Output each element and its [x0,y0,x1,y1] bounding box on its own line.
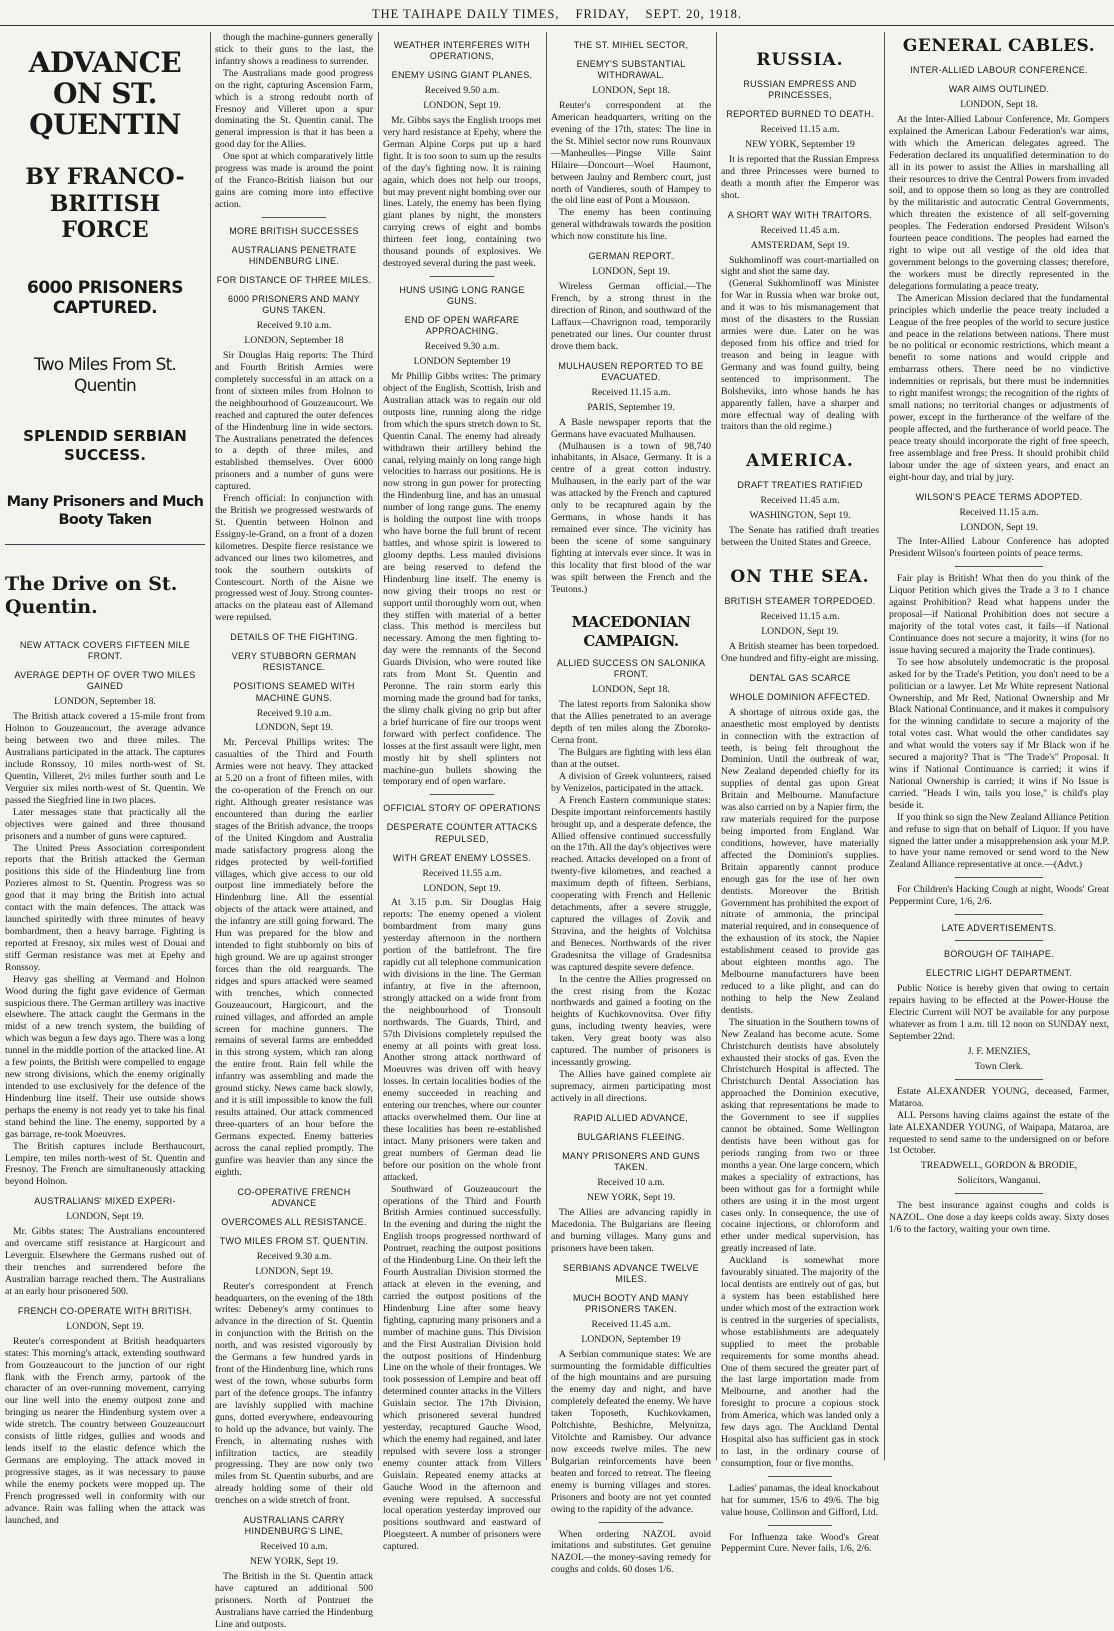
subhead: POSITIONS SEAMED WITH MACHINE GUNS. [233,681,355,703]
dateline: LONDON, Sept 19. [592,266,670,278]
dateline: LONDON, September 18 [244,335,344,347]
subhead: MUCH BOOTY AND MANY PRISONERS TAKEN. [572,1292,690,1314]
subhead: SERBIANS ADVANCE TWELVE MILES. [563,1262,699,1284]
advertisement: The best insurance against coughs and colds is NAZOL. One dose a day keeps colds away. Sixty doses 1/6 to the factory, waiting your own time. [889,1200,1109,1236]
paragraph: A division of Greek volunteers, raised by Venizelos, participated in the attack. [551,770,711,794]
subhead: BRITISH STEAMER TORPEDOED. [724,595,876,606]
dateline: LONDON, Sept 19. [761,625,839,637]
advertisement: For Influenza take Wood's Great Peppermint Cure. Never fails, 1/6, 2/6. [721,1531,879,1555]
dateline: LONDON, Sept 18. [592,85,670,97]
headline-deck-5: Many Prisoners and Much Booty Taken [6,494,204,528]
subhead: AUSTRALIANS PENETRATE HINDENBURG LINE. [231,244,357,266]
subhead: TWO MILES FROM ST. QUENTIN. [219,1235,369,1246]
dateline: LONDON, September 18. [54,696,156,708]
subhead: MORE BRITISH SUCCESSES [229,225,359,236]
dateline: LONDON, Sept 19. [423,100,501,112]
received-time: Received 11.15 a.m. [959,506,1039,518]
paragraph: Mr. Gibbs states: The Australians encountered and overcame stiff resistance at Hargicourt and Leverguir. Elsewhere the Germans rushed out of their trenches and surrendered before the Australian barrage reached them. The Australians at an early hour prisonered 500. [5,1226,205,1297]
column-2 [210,32,378,1630]
article-title: The Drive on St. Quentin. [5,572,178,619]
masthead-date: SEPT. 20, 1918. [645,7,742,21]
dateline: NEW YORK, September 19 [745,139,855,151]
subhead: DRAFT TREATIES RATIFIED [737,480,863,491]
dateline: NEW YORK, Sept 19. [587,1191,675,1203]
dateline: WASHINGTON, Sept 19. [749,510,851,522]
paragraph: ALL Persons having claims against the estate of the late ALEXANDER YOUNG, of Waipapa, Mataroa, are requested to send same to the undersigned on or before 1st October. [889,1109,1109,1157]
paragraph: In the centre the Allies progressed on the crest rising from the Kozac northwards and gained a footing on the heights of Kuchkovnovitsa. Over fifty guns, including twenty heavies, were taken. Very great booty was also captured. The number of prisoners is incessantly growing. [551,973,711,1069]
received-time: Received 9.10 a.m. [256,707,332,719]
paragraph: Estate ALEXANDER YOUNG, deceased, Farmer, Mataroa. [889,1085,1109,1109]
masthead-day: FRIDAY, [575,7,630,21]
paragraph: Mr Phillip Gibbs writes: The primary object of the English, Scottish, Irish and Australian attack was to regain our old outposts line, running along the ridge from which the spurs stretch down to St. Quentin Canal. The enemy had already withdrawn their artillery behind the canal, relying mainly on long range high velocities to harrass our positions. He is now strong in gun power for protecting the Hindenburg line, and has an unusual number of long range guns. The enemy is holding the outpost line with troops who have borne the full brunt of recent battles, and whose spirit is lowered to gloomy depths. Less mauled divisions are being reserved to defend the Hindenburg line itself. The enemy is now giving their troops no rest or support until thoroughly worn out, when they stiffen with material of a better class. This method is merciless but necessary. Among the men fighting to-day were the remnants of the Second Guards Division, who were routed like rats from Mont St. Quentin and Peronne. The rain storm early this morning made the ground bad for tanks, the slimy chalk giving no grip but after a brief hurricane of fire our troops went forward with perfect confidence. The losses at the first assault were light, men mostly hit by shell splinters not machine-gun bullets showing the temporary end of open warfare. [383,371,541,788]
paragraph: The Bulgars are fighting with less élan than at the outset. [551,747,711,771]
subhead: RUSSIAN EMPRESS AND PRINCESSES, [743,78,857,100]
paragraph: Heavy gas shelling at Vermand and Holnon Wood during the fight gave evidence of German suspicious there. The German artillery was inactive elsewhere. The attack caught the Germans in the midst of a new trench system, the building of which was begun a few days ago. There was a long tunnel in the middle portion of the attacked line. At a few points, the British were compelled to engage new strong divisions, which the enemy originally intended to use exclusively for the defence of the Hindenburg line itself. Their use outside shows perhaps the enemy is not ready yet to take his final stand behind the line. The enemy, supported by a gas barrage, re-took Moeuvres. [5,973,205,1140]
column-6 [884,32,1114,1460]
paragraph: To see how absolutely undemocratic is the proposal asked for by the Trade's Petition, you don't need to be a politician or a lawyer. Let Mr White represent National Ownership, and Mr Red, National Ownership and Mr Black National Continuance, and it makes it compulsory for the winning candidate to secure a majority of the total votes cast. What would the other candidates say and what would the voters say if Mr Black won if he secured a majority? That is "The Trade's" Proposal. It wins if National Continuance is carried; it wins if National Ownership is carried; it wins if No Issue is carried. "Heads I win, tails you lose," is child's play beside it. [889,656,1109,811]
subhead: DESPERATE COUNTER ATTACKS REPULSED, [386,822,538,844]
paragraph: The British in the St. Quentin attack have captured an additional 500 prisoners. North of Pontruet the Australians have carried the Hindenburg Line and outposts. [215,1571,373,1630]
section-title: GENERAL CABLES. [902,36,1096,56]
section-title: AMERICA. [746,451,854,472]
divider [955,1079,1043,1080]
subhead: OVERCOMES ALL RESISTANCE. [221,1216,367,1227]
paragraph: (Mulhausen is a town of 98,740 inhabitants, in Alsace, Germany. It is a centre of a great cotton industry. Mulhausen, in the early part of the war was attacked by the French and captured only to be recaptured again by the Germans, in whose hands it has remained ever since. The vicinity has been the scene of some sanguinary fighting at intervals ever since. It was in this locality that first blood of the war was spilt between the French and the Teutons.) [551,440,711,595]
masthead [0,0,1114,26]
column-4 [546,32,716,1576]
paragraph: If you think so sign the New Zealand Alliance Petition and refuse to sign that on behalf of Liquor. If you have signed the latter under a misapprehension ask your M.P. to have your name removed or send word to the New Zealand Alliance representative at once.—(Advt.) [889,811,1109,871]
subhead: BULGARIANS FLEEING. [577,1131,685,1142]
divider [262,217,325,218]
paragraph: The British attack covered a 15-mile front from Holnon to Gouzeaucourt, the average advance being between two and three miles. The Australians participated in the attack. The captures include Ronssoy, 10 miles north-west of St. Quentin, Villeret, 2½ miles further south and Le Verguier six miles north-west of St. Quentin. We passed the Siegfried line in two places. [5,711,205,806]
paragraph: At the Inter-Allied Labour Conference, Mr. Gompers explained the American Labour Federation's war aims, with which the American delegates agreed. The Federation declared its unqualified determination to do all in its power to assist the Allies in marshalling all their resources to drive the Central Powers from invaded soil, and to oppose them so long as they are controlled by the militaristic and autocratic Central Governments, which threaten the existence of all self-governing peoples. The Federation endorsed President Wilson's fourteen peace conditions. The peoples had earned the right to wipe out all vestige of the old idea that government belongs to the governing classes; therefore, the workers must be directly represented in the delegations formulating a peace treaty. [889,113,1109,292]
paragraph: The latest reports from Salonika show that the Allies penetrated to an average depth of ten miles along the Zboroko-Cerna front. [551,699,711,747]
subhead: ENEMY'S SUBSTANTIAL WITHDRAWAL. [576,59,686,81]
divider [768,1476,831,1477]
divider [955,940,1043,941]
paragraph: A French Eastern communique states: Despite important reinforcements hastily brought up, and a desperate defence, the Allied offensive continued successfully on the 17th. All the day's objectives were reached. Attacks developed on a front of twenty-five kilometres, and reached a maximum depth of fifteen. Serbians, cooperating with French and Hellenic detachments, after a severe struggle, captured the villages of Zovik and Stravina, and the heights of Volchitsa and Beneces. Northwards of the river Gradesnitsa the village of Gradesnitsa was captured despite severe defence. [551,794,711,973]
subhead: MANY PRISONERS AND GUNS TAKEN. [562,1150,700,1172]
column-3 [378,32,546,1553]
subhead: WHOLE DOMINION AFFECTED. [729,691,871,702]
subhead: BOROUGH OF TAIHAPE. [944,949,1054,960]
subhead: ALLIED SUCCESS ON SALONIKA FRONT. [556,658,706,680]
received-time: Received 11.45 a.m. [760,224,840,236]
received-time: Received 11.45 a.m. [591,1318,671,1330]
subhead: VERY STUBBORN GERMAN RESISTANCE. [231,651,357,673]
advertisement: Ladies' panamas, the ideal knockabout hat for summer, 15/6 to 49/6. The big value house, Collinson and Gifford, Ltd. [721,1482,879,1518]
subhead: AUSTRALIANS CARRY HINDENBURG'S LINE, [243,1515,345,1537]
headline-deck-4: SPLENDID SERBIAN SUCCESS. [23,427,187,464]
paragraph: The situation in the Southern towns of New Zealand has become acute. Some Christchurch dentists have absolutely exhausted their stocks of gas. Even the Christchurch Hospital is affected. The Christchurch Dental Association has approached the Dominion executive, asking that representations be made to the Government to see if supplies cannot be obtained. Some Wellington dentists have been without gas for periods ranging from two or three months a year. One large concern, which makes a speciality of extractions, has been without gas for a fortnight while others are using it in the most urgent cases only. In consequence, the use of cocaine injections, or chloroform and ether under medical supervision, has greatly increased of late. [721,1016,879,1255]
dateline: PARIS, September 19. [587,401,675,413]
received-time: Received 10 a.m. [597,1177,665,1188]
received-time: Received 9.30 a.m. [256,1250,332,1262]
paragraph: The United Press Association correspondent reports that the British attacked the German positions this side of the Hindenburg line from Pozieres almost to St. Quentin. Progress was so good that it may bring the British into actual contact with the main defences. The attack was launched spiritedly with three minutes of heavy bombardment, then a heavy barrage. Fighting is reported at Fresnoy, six miles west of Douai and stiff German resistance was met at Epehy and Ronssoy. [5,842,205,973]
subhead: CO-OPERATIVE FRENCH ADVANCE [237,1186,351,1208]
received-time: Received 11.45 a.m. [760,495,840,507]
paragraph: Sir Douglas Haig reports: The Third and Fourth British Armies were completely successful in an attack on a front of sixteen miles from Holnon to the neighbourhood of Gouzeaucourt. We reached and captured the outer defences of the Hindenburg line in wide sectors. The Australians penetrated the defences to a depth of three miles, and established themselves. Over 6000 prisoners and a number of guns were captured. [215,350,373,493]
headline-deck-3: Two Miles From St. Quentin [33,355,177,397]
paragraph: The Allies are advancing rapidly in Macedonia. The Bulgarians are fleeing and burning villages. Many guns and prisoners have been taken. [551,1206,711,1254]
section-title: MACEDONIAN CAMPAIGN. [571,613,691,650]
paragraph: A British steamer has been torpedoed. One hundred and fifty-eight are missing. [721,640,879,664]
received-time: Received 10 a.m. [260,1541,328,1553]
column-1 [0,32,210,1526]
advertisement: When ordering NAZOL avoid imitations and substitutes. Get genuine NAZOL—the money-saving remedy for coughs and colds. 60 doses 1/6. [551,1528,711,1576]
section-title: ON THE SEA. [730,567,870,588]
divider [955,914,1043,915]
paragraph: A Basle newspaper reports that the Germans have evacuated Mulhausen. [551,416,711,440]
paragraph: The Australians made good progress on the right, capturing Ascension Farm, which is a strong redoubt north of Fresnoy and Villeret upon a spur dominating the St. Quentin canal. The general impression is that it has been a good day for the Allies. [215,67,373,151]
paragraph: Sukhomlinoff was court-martialled on sight and shot the same day. [721,254,879,278]
subhead: NEW ATTACK COVERS FIFTEEN MILE FRONT. [19,640,191,662]
dateline: LONDON, Sept 18. [960,99,1038,111]
signature: TREADWELL, GORDON & BRODIE, [920,1160,1078,1172]
subhead: 6000 PRISONERS AND MANY GUNS TAKEN. [228,294,360,316]
paper-name: THE TAIHAPE DAILY TIMES, [371,7,560,21]
subhead: DETAILS OF THE FIGHTING. [230,632,358,643]
paragraph: A shortage of nitrous oxide gas, the anaesthetic most employed by dentists in connection with the extraction of teeth, is being felt throughout the Dominion. Until the outbreak of war, New Zealand depended chiefly for its supplies of dental gas upon Great Britain and Melbourne. Manufacture was also carried on by a Napier firm, the raw materials required for the purpose being imported from England. War conditions, however, have materially affected the Dominion's supplies. Britain apparently cannot produce enough gas for the use of her own dentists. Moreover the British Government has prohibited the export of nitrate of ammonia, the principal material required, and in consequence of the exhaustion of its stock, the Napier establishment ceased to provide gas about eighteen months ago. The Melbourne manufacturers have been reduced to a like plight, and can do nothing to help the New Zealand dentists. [721,706,879,1016]
received-time: Received 11.15 a.m. [591,386,671,398]
paragraph: The enemy has been continuing general withdrawals towards the position which now constitute his line. [551,207,711,243]
subhead: A SHORT WAY WITH TRAITORS. [727,209,873,220]
headline-deck-1: BY FRANCO-BRITISH FORCE [25,164,185,244]
subhead: WEATHER INTERFERES WITH OPERATIONS, [393,40,531,62]
headline-deck-2: 6000 PRISONERS CAPTURED. [27,277,183,319]
paragraph: French official: In conjunction with the British we progressed westwards of St. Quentin between Holnon and Essigny-le-Grand, on a front of a dozen kilometres. Despite fierce resistance we advanced our lines two kilometres, and took the southern outskirts of Contescourt. North of the Aisne we progressed west of Jouy. Strong counter-attacks on the plateau east of Allemand were repulsed. [215,493,373,624]
subhead: WAR AIMS OUTLINED. [948,83,1050,94]
section-title: RUSSIA. [756,50,844,70]
paragraph: Mr. Perceval Phillips writes: The casualties of the Third and Fourth Armies were not heavy. They attacked at 5.20 on a front of fifteen miles, with the co-operation of the French on our right. Although greater resistance was encountered than during the earlier stages of the British advance, the troops of the United Kingdom and Australia made satisfactory progress along the ridges protected by well-fortified villages, which give access to our old outpost line immediately before the Hindenburg line. All the essential objects of the attack were attained, and the infantry are still going forward. The Hun was prepared for the blow and intended to fight stubbornly on bits of high ground. We are up against stronger forces than the old rearguards. The ridges and spurs attacked were seamed with trenches, which connected Gouzeaucourt, Hargicourt, and the ruined villages, and afforded an ample screen for machine gunners. The remains of several farms are embedded in this strong system, which ran along the entire front. Rain fell while the infantry was assembling and made the ground sticky. News came back slowly, and it is still impossible to know the full results attained. Our attack commenced three-quarters of an hour before the Germans expected. Enemy batteries across the canal replied promptly. The gunfire was heavier than any since the eighth. [215,737,373,1178]
divider [768,1525,831,1526]
subhead: DENTAL GAS SCARCE [749,672,851,683]
paragraph: Auckland is somewhat more favourably situated. The majority of the local dentists are entirely out of gas, but a system has been established here under which most of the extraction work is centred in the surgeries of specialists, whose establishments are adequately supplied to meet the probable requirements for some months ahead. One of them secured the greater part of the last large importation made from Melbourne, and another had the foresight to procure a copious stock from America, which was landed only a few days ago. The Auckland Dental Hospital also has sufficient gas in stock to last, in the ordinary course of consumption, four or five months. [721,1255,879,1469]
dateline: LONDON, September 19 [581,1333,681,1345]
subhead: FRENCH CO-OPERATE WITH BRITISH. [17,1305,193,1316]
received-time: Received 11.55 a.m. [422,867,502,879]
dateline: LONDON, Sept 19. [255,722,333,734]
divider [430,276,493,277]
paragraph: Southward of Gouzeaucourt the operations of the Third and Fourth British Armies continued successfully. In the evening and during the night the English troops progressed northward of Pontruet, reaching the outpost positions of the Hindenburg Line. On their left the Fourth Australian Division stormed the attack at eleven in the evening, and carried the outpost positions of the Hindenburg Line after some heavy fighting, capturing many prisoners and a number of machine guns. This Division and the First Australian Division hold the outpost positions of Hindenburg Line on the whole of their frontages. We took possession of Lempire and beat off determined counter attacks in the Villers Guislain sector. The 17th Division, which prisonered several hundred yesterday, recaptured Gauche Wood, which the enemy had regained, and later repulsed with severe loss a stronger enemy counter attack from Villers Guislain. Repeated enemy attacks at Gauche Wood in the afternoon and evening were repulsed. A successful local operation yesterday improved our positions southward and eastward of Ploegsteert. A number of prisoners were captured. [383,1183,541,1553]
dateline: LONDON, Sept 19. [66,1320,144,1332]
divider [955,877,1043,878]
paragraph: At 3.15 p.m. Sir Douglas Haig reports: The enemy opened a violent bombardment from many guns yesterday afternoon in the northern portion of the battlefront. The fire rapidly cut all telephone communication with divisions in the line. The German infantry, at five in the afternoon, strongly attacked on a wide front from the neighbourhood of Tronsoult northwards. The Guards, Third, and 57th Divisions completely repulsed the enemy at all points with great loss. Another strong attack northward of Moeuvres was driven off with heavy losses. In certain localities bodies of the enemy succeeded in reaching and entering our trenches, where our counter attacks overwhelmed them. Our line at these localities has been re-established intact. Many prisoners were taken and great numbers of German dead lie before our position on the whole front attacked. [383,897,541,1183]
paragraph: The British captures include Berthaucourt, Lempire, ten miles north-west of St. Quentin and Fresnoy. The French are simultaneously attacking beyond Holnon. [5,1140,205,1188]
paragraph: Wireless German official.—The French, by a strong thrust in the direction of Rinon, and southward of the Laffaux—Chavrignon road, temporarily penetrated our lines. Our counter thrust drove them back. [551,281,711,352]
dateline: LONDON, Sept 19. [255,1265,333,1277]
subhead: THE ST. MIHIEL SECTOR, [573,40,689,50]
advertisement: For Children's Hacking Cough at night, Woods' Great Peppermint Cure, 1/6, 2/6. [889,884,1109,908]
subhead: MULHAUSEN REPORTED TO BE EVACUATED. [558,360,704,382]
paragraph: The American Mission declared that the fundamental principles which underlie the peace treaty included a League of the free peoples of the world to secure justice and peace in the relations between nations. There must be no political or economic restrictions, which meant a benefit to some nations and would cripple and embarrass others. There need be no vindictive indemnities or reprisals, but there must be indemnities to right manifest wrongs; the recognition of the rights of small nations; no territorial changes or adjustments of power, except in the furtherance of the welfare of the people affected, and the furtherance of world peace. The peace treaty should incorporate the right of free speech, free assemblage and free Press. It should prohibit child labour under the age of sixteen years, and enact an eight-hour day, and trial by jury. [889,292,1109,483]
paragraph: Fair play is British! What then do you think of the Liquor Petition which gives the Trade a 3 to 1 chance against Prohibition? Read what happens under the proposal—if National Prohibition does not secure a majority of the total votes cast, it fails—if National Continuance does not secure a majority, it wins (for no issue having secured a majority the Trade continues). [889,573,1109,656]
paragraph: Public Notice is hereby given that owing to certain repairs having to be effected at the Power-House the Electric Current will NOT be available for any purpose whatever as from 1 a.m. till 12 noon on SUNDAY next, September 22nd. [889,983,1109,1043]
received-time: Received 11.15 a.m. [760,610,840,622]
paragraph: Reuter's correspondent at French headquarters, on the evening of the 18th writes: Debeney's army continues to advance in the direction of St. Quentin in conjunction with the British on the north, and was resisted vigorously by the Germans a few hundred yards in front of the Hindenburg line, which runs west of the town, whose suburbs form part of the defence groups. The infantry are lavishly supplied with machine guns, dotted everywhere, endeavouring to hold up the advance, but vainly. The French, in alternating rushes with infiltration tactics, are steadily progressing. They are now only two miles from St. Quentin suburbs, and are already holding some of their old trenches on a wide stretch of front. [215,1280,373,1507]
subhead: HUNS USING LONG RANGE GUNS. [399,285,525,307]
paragraph: though the machine-gunners generally stick to their guns to the last, the infantry shows a readiness to surrender. [215,32,373,67]
subhead: WILSON'S PEACE TERMS ADOPTED. [915,491,1083,502]
paragraph: The Inter-Allied Labour Conference has adopted President Wilson's fourteen points of peace terms. [889,536,1109,560]
paragraph: It is reported that the Russian Empress and three Princesses were burned to death a month after the Emperor was shot. [721,153,879,201]
paragraph: Mr. Gibbs says the English troops met very hard resistance at Epehy, where the German Alpine Corps put up a hard fight. It is too soon to sum up the results of the day's fighting now. It is raining again, which does not help our troops, but may prevent night bombing over our lines. Lately, the enemy has been flying giant planes by night, the monsters carrying crews of eight and bombs thirteen feet long, containing two thousand pounds of explosives. We destroyed several during the past week. [383,115,541,270]
signature: J. F. MENZIES, [967,1045,1031,1057]
subhead: RAPID ALLIED ADVANCE, [573,1112,689,1123]
dateline: AMSTERDAM, Sept 19. [750,239,850,251]
column-5 [716,32,884,1555]
dateline: NEW YORK, Sept 19. [250,1556,338,1568]
paragraph: Reuter's correspondent at the American headquarters, writing on the evening of the 17th, states: The line in the St. Mihiel sector now runs Rounvaux—Manheulles—Pingse Ville Saint Hilaire—Doncourt—Woel Haumont, between Jaulny and Remberc court, just north of Vandieres, south of Hampey to the old line east of Pont a Mousson. [551,100,711,207]
paragraph: (General Sukhomlinoff was Minister for War in Russia when war broke out, and it was to his mismanagement that most of the disasters to the Russian armies were due. Later on he was deposed from his office and tried for treason and being in league with Germany and was found guilty, being sentenced to imprisonment. The Bolsheviks, into whose hands he has apparently fallen, have a sharper and more effectual way of dealing with traitors than the old regime.) [721,278,879,433]
received-time: Received 9.50 a.m. [424,85,500,97]
headline-main: ADVANCE ON ST. QUENTIN [28,46,182,141]
divider [430,794,493,795]
divider [955,1193,1043,1194]
paragraph: Reuter's correspondent at British headquarters states: This morning's attack, extending southward from Gouzeaucourt to the junction of our right flank with the French army, partook of the character of an over-running movement, carrying our line well into the enemy outpost zone and bringing us nearer the Hindenburg system over a wide stretch. The country between Gouzeaucourt consists of little ridges, gullies and woods and lends itself to the elastic defence which the Germans are employing. The attack moved in progressive stages, as it was necessary to pause while the enemy pockets were mopped up. The French progressed well in conformity with our advance. Rain was falling when the attack was launched, and [5,1335,205,1526]
dateline: LONDON, Sept 19. [423,882,501,894]
subhead: ENEMY USING GIANT PLANES. [391,70,533,81]
subhead: ELECTRIC LIGHT DEPARTMENT. [925,968,1073,979]
divider [599,1522,663,1523]
subhead: REPORTED BURNED TO DEATH. [726,109,874,120]
received-time: Received 9.30 a.m. [424,341,500,353]
subhead: GERMAN REPORT. [588,251,674,262]
subhead: WITH GREAT ENEMY LOSSES. [392,852,532,863]
paragraph: The Senate has ratified draft treaties between the United States and Greece. [721,525,879,549]
paragraph: A Serbian communique states: We are surmounting the formidable difficulties of the high mountains and are pursuing the enemy day and night, and have completely defeated the enemy. We have taken Toposeth, Kuchkovkamen, Poltchishte, Beshichte, Melynitza, Vitolchte and Ramisbey. Our advance now exceeds twelve miles. The new Bulgarian reinforcements have been beaten and forced to retreat. The fleeing enemy is burning villages and stores. Prisoners and booty are not yet counted owing to the rapidity of the advance. [551,1348,711,1515]
subhead: LATE ADVERTISEMENTS. [941,923,1057,934]
signature: Solicitors, Wanganui. [957,1175,1041,1187]
signature: Town Clerk. [974,1060,1024,1072]
dateline: LONDON, Sept 18. [592,684,670,696]
subhead: AUSTRALIANS' MIXED EXPERI- [34,1196,176,1207]
received-time: Received 9.10 a.m. [256,320,332,332]
received-time: Received 11.15 a.m. [760,124,840,136]
divider [5,544,205,545]
subhead: OFFICIAL STORY OF OPERATIONS [383,803,541,814]
paragraph: Later messages state that practically all the objectives were gained and three thousand prisoners and a number of guns were captured. [5,806,205,842]
subhead: FOR DISTANCE OF THREE MILES. [216,275,372,286]
subhead: INTER-ALLIED LABOUR CONFERENCE. [910,64,1088,75]
paragraph: The Allies have gained complete air supremacy, airmen participating most actively in all directions. [551,1068,711,1104]
subhead: AVERAGE DEPTH OF OVER TWO MILES GAINED [14,670,196,692]
divider [955,566,1043,567]
dateline: LONDON, Sept 19. [960,521,1038,533]
subhead: END OF OPEN WARFARE APPROACHING. [404,315,520,337]
dateline: LONDON September 19 [413,356,511,368]
paragraph: One spot at which comparatively little progress was made is around the point of the Franco-British liaison but our gains are coming more into effective action. [215,151,373,210]
dateline: LONDON, Sept 19. [66,1211,144,1223]
